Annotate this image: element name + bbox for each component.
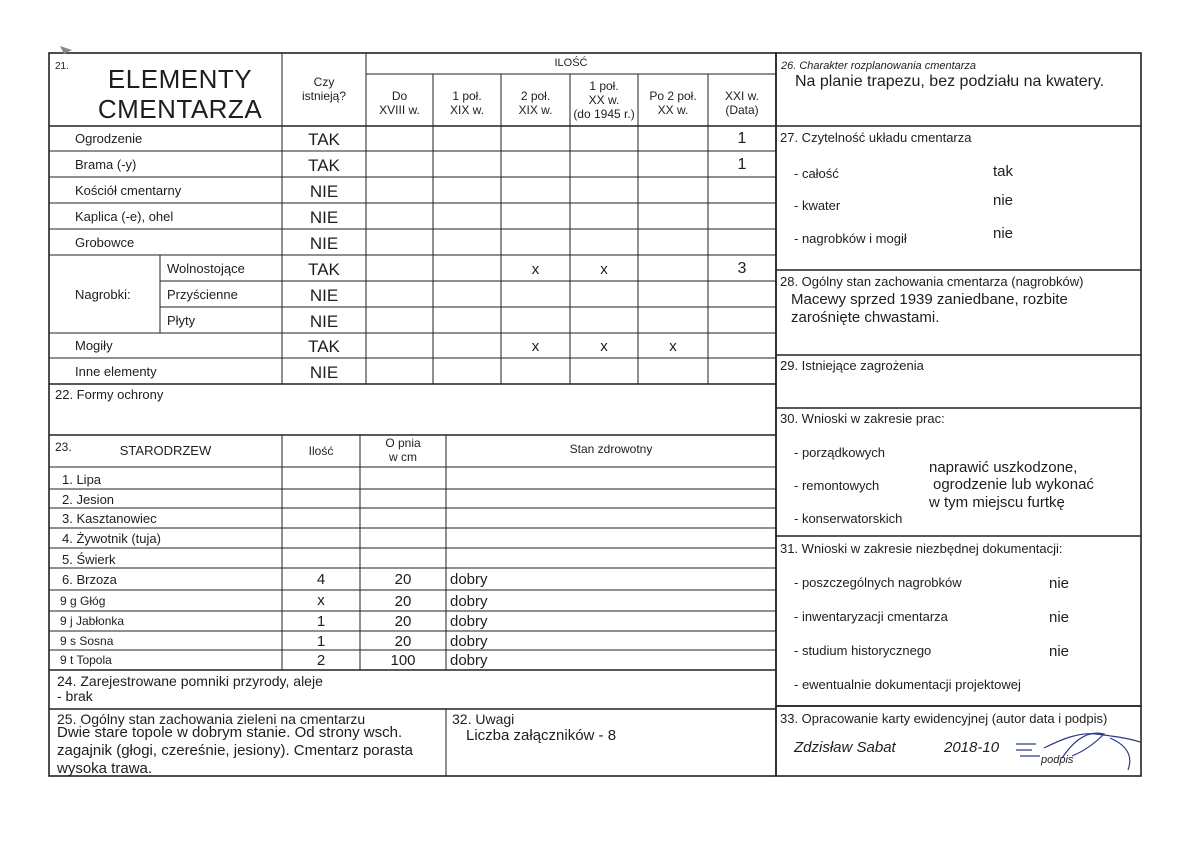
tree-stan: dobry — [450, 613, 488, 630]
period-header-6-line1: XXI w. — [724, 89, 759, 103]
section21-title-line2: CMENTARZA — [97, 94, 263, 124]
tree-row-label: 3. Kasztanowiec — [62, 511, 157, 526]
section21-title-line1: ELEMENTY — [107, 64, 253, 94]
row-label-plyty: Płyty — [167, 313, 196, 328]
section30-value-line1: naprawić uszkodzone, — [929, 459, 1078, 476]
section25-line2: zagajnik (głogi, czereśnie, jesiony). Cmentarz porasta — [57, 742, 413, 759]
period-header-2-line2: XIX w. — [449, 103, 484, 117]
row-label-grobowce: Grobowce — [75, 235, 135, 250]
col-obwod-header-line2: w cm — [389, 450, 417, 464]
tree-ilosc: 1 — [316, 613, 326, 630]
exists-plyty: NIE — [309, 312, 339, 331]
section25-line1: Dwie stare topole w dobrym stanie. Od strony wsch. — [57, 724, 403, 741]
section31-item-value: nie — [1049, 575, 1070, 592]
tree-row-label: 9 s Sosna — [60, 634, 114, 648]
section24-label: 24. Zarejestrowane pomniki przyrody, aleje — [57, 673, 323, 689]
tree-row-label: 9 t Topola — [60, 653, 112, 667]
row-label-kaplica: Kaplica (-e), ohel — [75, 209, 174, 224]
mark-ogrodzenie-xxi: 1 — [737, 130, 747, 147]
tree-obwod: 20 — [394, 613, 412, 630]
tree-obwod: 100 — [390, 652, 416, 669]
section31-item-label: - studium historycznego — [794, 643, 932, 658]
section30-value-line3: w tym miejscu furtkę — [929, 494, 1065, 511]
section25-label: 25. Ogólny stan zachowania zieleni na cmentarzu — [57, 711, 366, 727]
period-header-1-line1: Do — [391, 89, 408, 103]
period-header-5-line1: Po 2 poł. — [649, 89, 697, 103]
section30-value-line2: ogrodzenie lub wykonać — [933, 476, 1094, 493]
tree-obwod: 20 — [394, 571, 412, 588]
signature-scribble — [1016, 733, 1140, 770]
exists-kaplica: NIE — [309, 208, 339, 227]
row-label-przyscienne: Przyścienne — [167, 287, 238, 302]
section30-label: 30. Wnioski w zakresie prac: — [780, 411, 945, 426]
row-label-ogrodzenie: Ogrodzenie — [75, 131, 143, 146]
tree-row-label: 6. Brzoza — [62, 572, 117, 587]
tree-ilosc: 2 — [316, 652, 326, 669]
section28-line2: zarośnięte chwastami. — [791, 309, 940, 326]
author-name: Zdzisław Sabat — [794, 739, 896, 756]
tree-stan: dobry — [450, 571, 488, 588]
col-stan-header: Stan zdrowotny — [569, 442, 653, 456]
exists-brama: TAK — [308, 156, 340, 175]
section27-item-label: - całość — [794, 166, 839, 181]
mark-wolnostojace-1pol-xx: x — [600, 261, 608, 278]
tree-row-label: 5. Świerk — [62, 552, 116, 567]
section27-item-value: nie — [993, 225, 1014, 242]
section31-item-label: - poszczególnych nagrobków — [794, 575, 962, 590]
mark-wolnostojace-xxi: 3 — [737, 260, 747, 277]
tree-row-label: 2. Jesion — [62, 492, 115, 507]
exists-kosciol: NIE — [309, 182, 339, 201]
section31-item-label: - ewentualnie dokumentacji projektowej — [794, 677, 1021, 692]
period-header-1-line2: XVIII w. — [379, 103, 420, 117]
exists-inne: NIE — [309, 363, 339, 382]
row-label-mogily: Mogiły — [75, 338, 113, 353]
col-ilosc-header: Ilość — [308, 444, 334, 458]
row-label-kosciol: Kościół cmentarny — [75, 183, 182, 198]
tree-obwod: 20 — [394, 633, 412, 650]
tree-stan: dobry — [450, 593, 488, 610]
tree-row-label: 1. Lipa — [62, 472, 102, 487]
mark-mogily-2pol-xix: x — [531, 338, 540, 355]
section22-label: 22. Formy ochrony — [55, 387, 164, 402]
tree-row-label: 4. Żywotnik (tuja) — [62, 531, 161, 546]
period-header-3-line2: XIX w. — [518, 103, 553, 117]
section26-label: 26. Charakter rozplanowania cmentarza — [781, 60, 977, 72]
nagrobki-label: Nagrobki: — [75, 287, 131, 302]
period-header-4-line2: XX w. — [588, 93, 620, 107]
section30-item: - porządkowych — [794, 445, 886, 460]
section25-line3: wysoka trawa. — [57, 760, 153, 777]
tree-obwod: 20 — [394, 593, 412, 610]
exists-header-line2: istnieją? — [301, 89, 347, 103]
tree-row-label: 9 j Jabłonka — [60, 614, 125, 628]
section27-item-value: nie — [993, 192, 1014, 209]
exists-ogrodzenie: TAK — [308, 130, 340, 149]
section27-item-value: tak — [993, 163, 1014, 180]
section31-label: 31. Wnioski w zakresie niezbędnej dokumentacji: — [780, 541, 1063, 556]
section32-label: 32. Uwagi — [452, 711, 515, 727]
section30-item: - konserwatorskich — [794, 511, 903, 526]
mark-mogily-po2pol-xx: x — [669, 338, 677, 355]
tree-stan: dobry — [450, 633, 488, 650]
section31-item-label: - inwentaryzacji cmentarza — [794, 609, 948, 624]
exists-mogily: TAK — [308, 337, 340, 356]
section32-value: Liczba załączników - 8 — [466, 727, 617, 744]
period-header-5-line2: XX w. — [657, 103, 689, 117]
section31-item-value: nie — [1049, 643, 1070, 660]
exists-przyscienne: NIE — [309, 286, 339, 305]
col-obwod-header-line1: O pnia — [385, 436, 421, 450]
row-label-inne: Inne elementy — [75, 364, 157, 379]
mark-mogily-1pol-xx: x — [600, 338, 608, 355]
section33-label: 33. Opracowanie karty ewidencyjnej (autor data i podpis) — [780, 711, 1108, 726]
section28-line1: Macewy sprzed 1939 zaniedbane, rozbite — [791, 291, 1068, 308]
period-header-4-line3: (do 1945 r.) — [573, 107, 635, 121]
card-date: 2018-10 — [944, 739, 1000, 756]
section30-item: - remontowych — [794, 478, 880, 493]
tree-ilosc: 4 — [316, 571, 326, 588]
period-header-2-line1: 1 poł. — [452, 89, 482, 103]
tree-row-label: 9 g Głóg — [60, 594, 106, 608]
mark-brama-xxi: 1 — [737, 156, 747, 173]
exists-wolnostojace: TAK — [308, 260, 340, 279]
section27-item-label: - nagrobków i mogił — [794, 231, 907, 246]
exists-grobowce: NIE — [309, 234, 339, 253]
tree-ilosc: x — [317, 592, 325, 609]
section28-label: 28. Ogólny stan zachowania cmentarza (nagrobków) — [780, 274, 1084, 289]
section27-item-label: - kwater — [794, 198, 841, 213]
section29-label: 29. Istniejące zagrożenia — [780, 358, 924, 373]
section23-number: 23. — [55, 440, 72, 454]
starodrzew-title: STARODRZEW — [119, 443, 212, 458]
row-label-brama: Brama (-y) — [75, 157, 137, 172]
mark-wolnostojace-2pol-xix: x — [531, 261, 540, 278]
section27-label: 27. Czytelność układu cmentarza — [780, 130, 972, 145]
ilosc-header: ILOŚĆ — [554, 57, 588, 69]
period-header-6-line2: (Data) — [725, 103, 759, 117]
row-label-wolnostojace: Wolnostojące — [167, 261, 245, 276]
period-header-4-line1: 1 poł. — [589, 79, 619, 93]
section21-number: 21. — [55, 61, 69, 72]
tree-stan: dobry — [450, 652, 488, 669]
exists-header-line1: Czy — [313, 75, 335, 89]
section24-value: - brak — [57, 688, 93, 704]
period-header-3-line1: 2 poł. — [520, 89, 551, 103]
tree-ilosc: 1 — [316, 633, 326, 650]
section26-value: Na planie trapezu, bez podziału na kwatery. — [795, 73, 1105, 90]
section31-item-value: nie — [1049, 609, 1070, 626]
signature-caption: podpis — [1041, 754, 1074, 766]
